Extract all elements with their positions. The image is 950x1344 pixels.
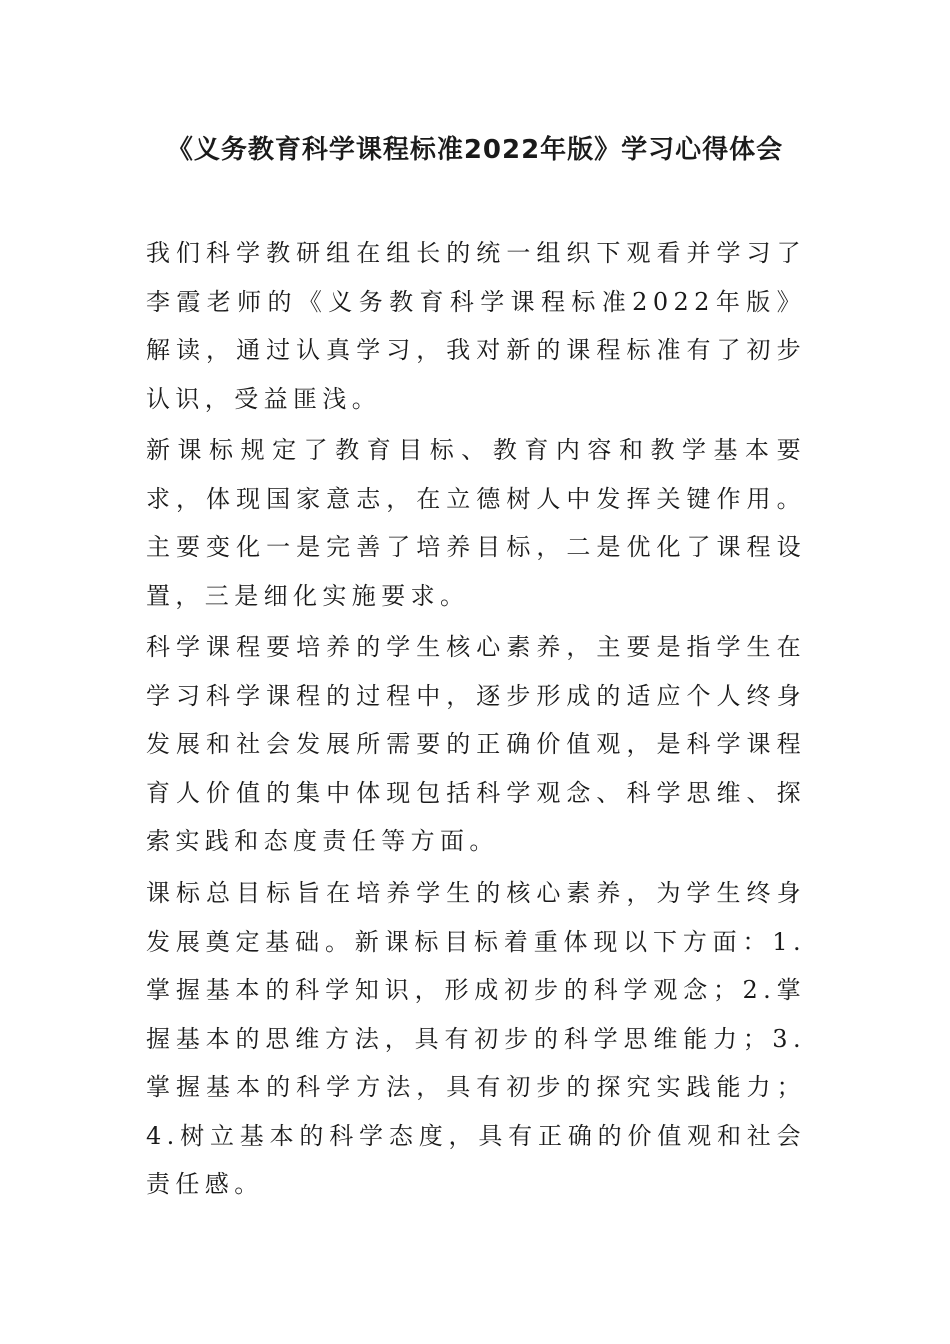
paragraph-goals: 课标总目标旨在培养学生的核心素养，为学生终身发展奠定基础。新课标目标着重体现以下方面：1.掌握基本的科学知识，形成初步的科学观念；2.掌握基本的思维方法，具有初步的科学思维能力；3.掌握基本的科学方法，具有初步的探究实践能力；4.树立基本的科学态度，具有正确的价值观和社会责任感。 xyxy=(146,879,806,1198)
document-title: 《义务教育科学课程标准2022年版》学习心得体会 xyxy=(166,135,784,165)
paragraph-standard-changes: 新课标规定了教育目标、教育内容和教学基本要求，体现国家意志，在立德树人中发挥关键作用。主要变化一是完善了培养目标，二是优化了课程设置，三是细化实施要求。 xyxy=(146,436,806,610)
paragraph-intro: 我们科学教研组在组长的统一组织下观看并学习了李霞老师的《义务教育科学课程标准2022年版》解读，通过认真学习，我对新的课程标准有了初步认识，受益匪浅。 xyxy=(146,239,806,413)
paragraph-core-literacy: 科学课程要培养的学生核心素养，主要是指学生在学习科学课程的过程中，逐步形成的适应个人终身发展和社会发展所需要的正确价值观，是科学课程育人价值的集中体现包括科学观念、科学思维、探索实践和态度责任等方面。 xyxy=(146,633,806,855)
